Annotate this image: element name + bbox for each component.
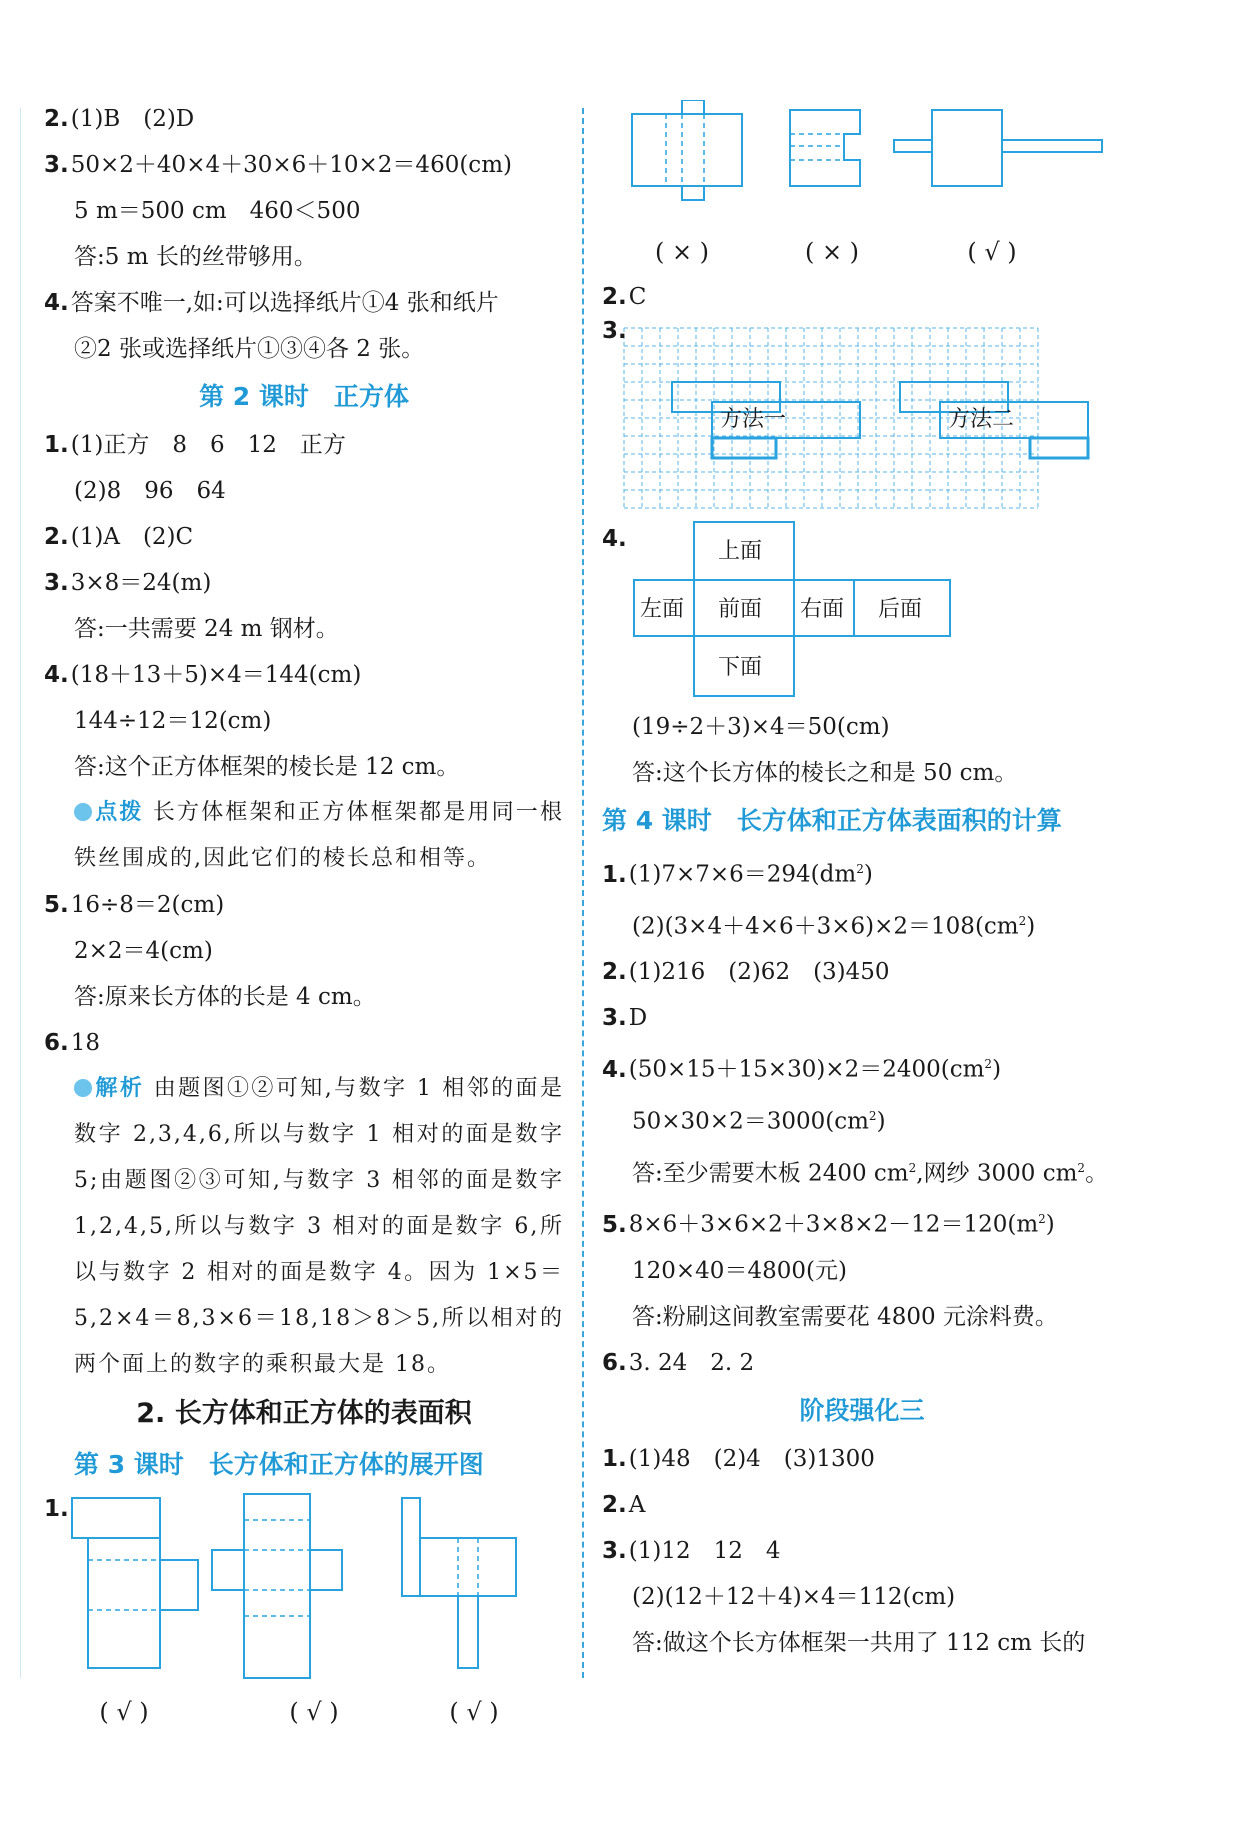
grid-svg: [602, 320, 1122, 520]
answer-line: 2.C: [602, 284, 647, 310]
face-back: 后面: [878, 597, 923, 622]
lesson-3-title: 第 3 课时 长方体和正方体的展开图: [74, 1450, 484, 1479]
method-2-label: 方法二: [948, 407, 1015, 432]
tip-paragraph: 点拨 长方体框架和正方体框架都是用同一根铁丝围成的,因此它们的棱长总和相等。: [74, 800, 564, 871]
lesson-4-title: 第 4 课时 长方体和正方体表面积的计算: [602, 806, 1062, 835]
answer-line: 4.(18＋13＋5)×4＝144(cm): [44, 662, 362, 688]
face-net-svg: [602, 520, 1122, 704]
answer-line: $1.(1)7\times 7\times 6=294(dm^2)$: [602, 861, 873, 888]
answer-line: 答:一共需要 24 m 钢材。: [74, 616, 339, 642]
answer-line: 5.16÷8＝2(cm): [44, 892, 225, 918]
question-number: 3.: [602, 318, 627, 344]
answer-line: 2.A: [602, 1491, 646, 1518]
analysis-tag: 解析: [95, 1076, 145, 1101]
answer-line: 答:做这个长方体框架一共用了 112 cm 长的: [632, 1629, 1086, 1656]
mark: ( × ): [654, 238, 710, 266]
face-net-figure: [602, 520, 1122, 704]
section-2-title: 2. 长方体和正方体的表面积: [136, 1398, 472, 1429]
stage-title: 阶段强化三: [799, 1395, 925, 1425]
answer-line: 120×40＝4800(元): [632, 1257, 847, 1284]
lesson-2-title: 第 2 课时 正方体: [199, 382, 409, 411]
answer-line: (19÷2＋3)×4＝50(cm): [632, 714, 890, 740]
mark: ( √ ): [967, 238, 1017, 266]
answer-line: (2)8 96 64: [74, 478, 226, 504]
top-net-3: [894, 110, 1102, 186]
answer-line: 3.D: [602, 1005, 648, 1032]
answer-line: 4.答案不唯一,如:可以选择纸片①4 张和纸片: [44, 290, 499, 316]
answer-line: 2.(1)216 (2)62 (3)450: [602, 959, 890, 986]
tip-tag: 点拨: [95, 800, 144, 825]
answer-line: 答:这个长方体的棱长之和是 50 cm。: [632, 760, 1018, 786]
answer-line: (2)(12＋12＋4)×4＝112(cm): [632, 1583, 956, 1610]
answer-line: 3.3×8＝24(m): [44, 570, 212, 596]
top-net-2: [790, 110, 860, 186]
answer-line: 3.50×2＋40×4＋30×6＋10×2＝460(cm): [44, 152, 512, 178]
answer-line: 3.(1)12 12 4: [602, 1537, 781, 1564]
face-right: 右面: [800, 597, 845, 622]
net-1: [72, 1498, 198, 1668]
face-top: 上面: [718, 539, 763, 564]
face-front: 前面: [718, 597, 763, 622]
tip-icon: [74, 803, 92, 821]
answer-line: 144÷12＝12(cm): [74, 708, 272, 734]
answer-line: 答:至少需要木板 2400 $cm^2$,网纱 3000 $cm^2$。: [632, 1160, 1109, 1187]
mark: ( × ): [804, 238, 860, 266]
answer-line: $50\times 30\times 2=3000(cm^2)$: [632, 1108, 886, 1135]
answer-line: $5.8\times 6+3\times 6\times 2+3\times 8\times 2-12=120(m^2)$: [602, 1211, 1055, 1238]
answer-line: 答:原来长方体的长是 4 cm。: [74, 984, 376, 1010]
top-marks: [602, 230, 1122, 274]
mark: ( √ ): [99, 1698, 149, 1726]
face-left: 左面: [640, 597, 685, 622]
answer-line: 答:粉刷这间教室需要花 4800 元涂料费。: [632, 1303, 1058, 1330]
method-1-net: [672, 382, 860, 458]
cuboid-nets-svg: [44, 1490, 564, 1690]
column-divider: [582, 108, 584, 1678]
answer-line: 1.(1)正方 8 6 12 正方: [44, 432, 346, 458]
left-column: [44, 96, 564, 1734]
net-2: [212, 1494, 342, 1678]
answer-line: 2.(1)A (2)C: [44, 524, 194, 550]
mark: ( √ ): [449, 1698, 499, 1726]
answer-line: 2×2＝4(cm): [74, 938, 213, 964]
method-1-label: 方法一: [720, 407, 787, 432]
question-number: 1.: [44, 1496, 69, 1522]
net-3: [402, 1498, 516, 1668]
grid-figure: [602, 320, 1122, 520]
net-figures-q1: [44, 1490, 564, 1690]
answer-line: 6.3. 24 2. 2: [602, 1349, 755, 1376]
top-nets-svg: [602, 100, 1122, 230]
answer-line: $4.(50\times 15+15\times 30)\times 2=2400(cm^2)$: [602, 1056, 1002, 1083]
analysis-icon: [74, 1079, 92, 1097]
answer-line: 1.(1)48 (2)4 (3)1300: [602, 1445, 875, 1472]
answer-line: 6.18: [44, 1030, 101, 1056]
question-number: 4.: [602, 526, 627, 552]
answer-line: 5 m＝500 cm 460＜500: [74, 198, 361, 224]
q1-marks: [44, 1690, 564, 1734]
mark: ( √ ): [289, 1698, 339, 1726]
answer-line: 2.(1)B (2)D: [44, 106, 195, 132]
answer-line: 答:这个正方体框架的棱长是 12 cm。: [74, 754, 460, 780]
answer-line: ②2 张或选择纸片①③④各 2 张。: [74, 336, 425, 362]
method-2-net: [900, 382, 1088, 458]
left-margin-line: [20, 108, 21, 1678]
answer-line: $(2)(3\times 4+4\times 6+3\times 6)\times 2=108(cm^2)$: [632, 913, 1036, 940]
right-column: [602, 100, 1122, 1666]
face-bottom: 下面: [718, 655, 763, 680]
answer-line: 答:5 m 长的丝带够用。: [74, 244, 317, 270]
top-net-1: [632, 100, 742, 200]
analysis-paragraph: 解析 由题图①②可知,与数字 1 相邻的面是数字 2,3,4,6,所以与数字 1 相对的面是数字 5;由题图②③可知,与数字 3 相邻的面是数字 1,2,4,5,所以与数字 3 相对的面是数字 6,所以与数字 2 相对的面是数字 4。因为 1×5＝5,2×4＝8,3×6＝18,18＞8＞5,所以相对的两个面上的数字的乘积最大是 18。: [74, 1076, 564, 1377]
